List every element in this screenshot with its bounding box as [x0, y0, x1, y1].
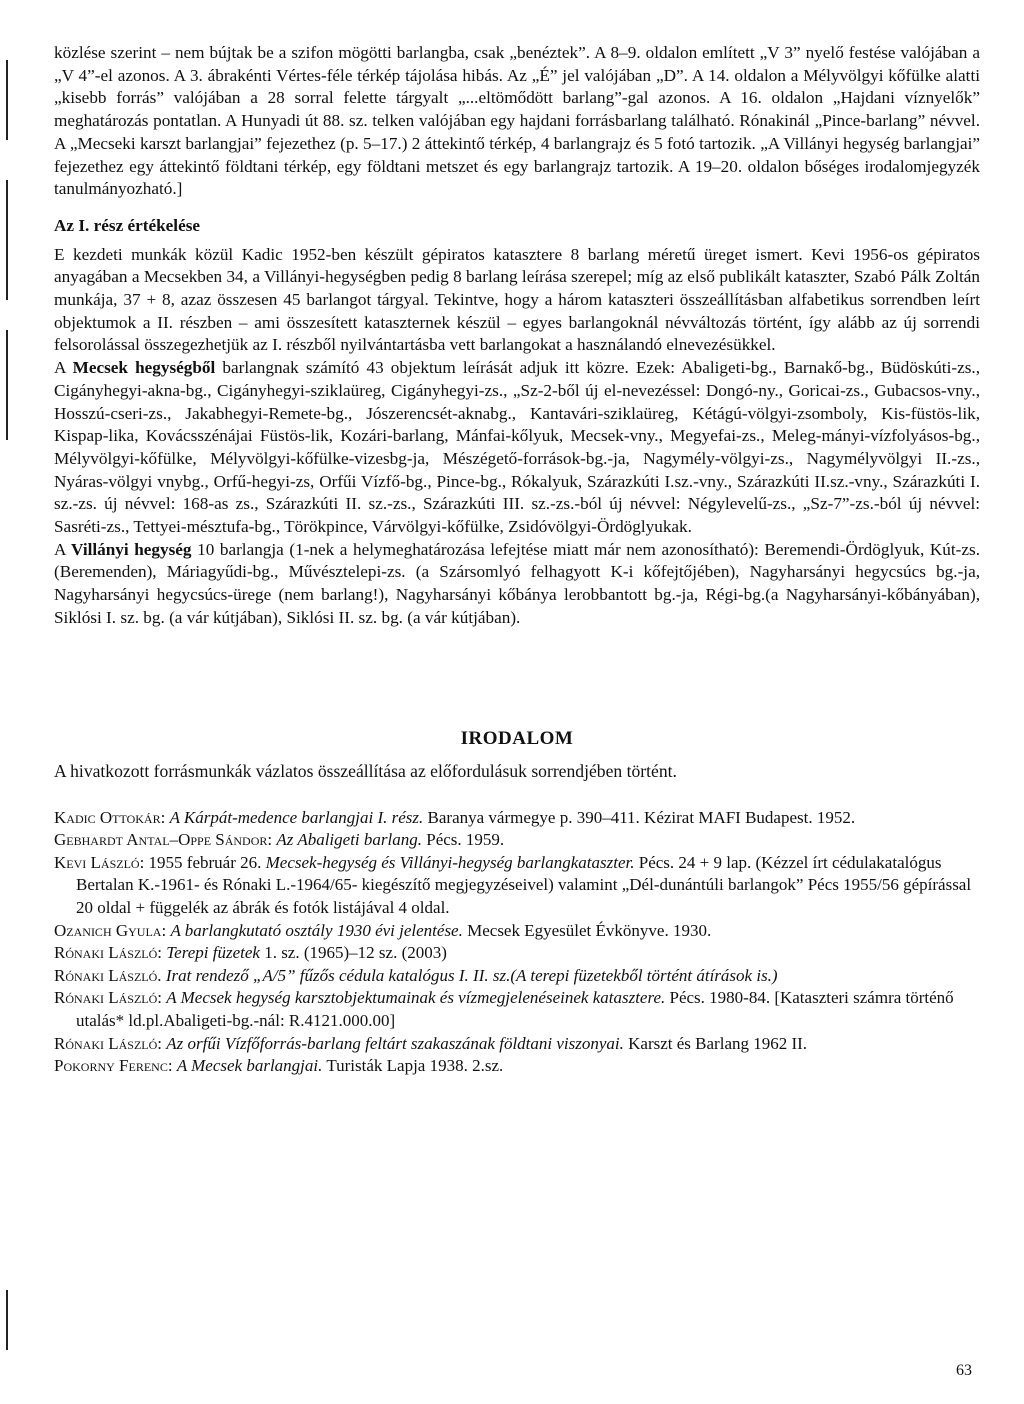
- reference-item: [54, 987, 980, 1032]
- reference-title: Az orfűi Vízfőforrás-barlang feltárt szakaszának földtani viszonyai.: [166, 1033, 624, 1053]
- reference-item: [54, 942, 980, 965]
- reference-item: [54, 1033, 980, 1056]
- mecsek-text: barlangnak számító 43 objektum leírását adjuk itt közre. Ezek: Abaligeti-bg., Barnakő-bg., Büdöskúti-zs., Cigányhegyi-akna-bg., Cigányhegyi-sziklaüreg, Cigányhegyi-zs., „Sz-2-ből új el-nevezéssel: Dongó-ny., Goricai-zs., Gubacsos-vny., Hosszú-cseri-zs., Jakabhegyi-Remete-bg., Jószerencsét-aknabg., Kantavári-sziklaüreg, Kétágú-völgyi-zsomboly, Kis-füstös-lik, Kispap-lika, Kovácsszénájai Füstös-lik, Kozári-barlang, Mánfai-kőlyuk, Mecsek-vny., Megyefai-zs., Meleg-mányi-vízfolyásos-bg., Mélyvölgyi-kőfülke, Mélyvölgyi-kőfülke-vizesbg-ja, Mészégető-források-bg.-ja, Nagymély-völgyi-zs., Nagymélyvölgyi II.-zs., Nyáras-völgyi vnybg., Orfű-hegyi-zs, Orfűi Vízfő-bg., Pince-bg., Rókalyuk, Szárazkúti I.sz.-vny., Szárazkúti II.sz.-vny., Szárazkúti I. sz.-zs. új névvel: 168-as zs., Szárazkúti II. sz.-zs., Szárazkúti III. sz.-zs.-ból új névvel: Négylevelű-zs., „Sz-7”-zs.-ból új névvel: Sasréti-zs., Tettyei-mésztufa-bg., Törökpince, Várvölgyi-kőfülke, Zsidóvölgyi-Ördöglyukak.: [54, 358, 980, 537]
- villany-text: 10 barlangja (1-nek a helymeghatározása lefejtése miatt már nem azonosítható): Beremendi-Ördöglyuk, Kút-zs. (Beremenden), Máriagyűdi-bg., Művésztelepi-zs. (a Szársomlyó felhagyott K-i kőfejtőjében), Nagyharsányi hegycsúcs bg.-ja, Nagyharsányi hegycsúcs-ürege (nem barlang!), Nagyharsányi kőbánya lerobbantott bg.-ja, Régi-bg.(a Nagyharsányi-kőbányában), Siklósi I. sz. bg. (a vár kútjában), Siklósi II. sz. bg. (a vár kútjában).: [54, 539, 980, 627]
- margin-line-2: [6, 180, 8, 300]
- reference-list: [54, 807, 980, 1078]
- reference-detail: 1. sz. (1965)–12 sz. (2003): [259, 943, 447, 963]
- reference-title: A Kárpát-medence barlangjai I. rész.: [169, 807, 424, 827]
- reference-author: Gebhardt Antal–Oppe Sándor:: [54, 830, 277, 850]
- reference-detail: Karszt és Barlang 1962 II.: [623, 1033, 808, 1053]
- reference-author: Rónaki László:: [54, 943, 167, 963]
- reference-title: A Mecsek barlangjai.: [176, 1056, 323, 1076]
- margin-line-4: [6, 1290, 8, 1350]
- irodalom-title: IRODALOM: [460, 727, 574, 749]
- villany-bold: Villányi hegység: [71, 539, 192, 559]
- reference-item: [54, 965, 980, 988]
- reference-detail: Baranya vármegye p. 390–411. Kézirat MAFI Budapest. 1952.: [423, 807, 856, 827]
- section-heading: Az I. rész értékelése: [54, 215, 201, 235]
- reference-author: Kadic Ottokár:: [54, 807, 170, 827]
- reference-title: Irat rendező „A/5” fűzős cédula katalógus I. II. sz.(A terepi füzetekből történt átírások is.): [165, 965, 778, 985]
- reference-title: A Mecsek hegység karsztobjektumainak és vízmegjelenéseinek katasztere.: [166, 988, 666, 1008]
- reference-author: Ozanich Gyula:: [54, 920, 171, 940]
- reference-detail: Mecsek Egyesület Évkönyve. 1930.: [462, 920, 712, 940]
- reference-title: A barlangkutató osztály 1930 évi jelentése.: [170, 920, 463, 940]
- margin-line-1: [6, 60, 8, 140]
- reference-detail: Pécs. 1959.: [421, 830, 505, 850]
- evaluation-paragraph: E kezdeti munkák közül Kadic 1952-ben készült gépiratos katasztere 8 barlang méretű üreget ismert. Kevi 1956-os gépiratos anyagában a Mecsekben 34, a Villányi-hegységben pedig 8 barlang leírása szerepel; míg az első publikált kataszter, Szabó Pálk Zoltán munkája, 37 + 8, azaz összesen 45 barlangot tárgyal. Tekintve, hogy a három kataszteri összeállításban alfabetikus sorrendben leírt objektumok a II. részben – ami összesített kataszternek készül – egyes barlangoknál névváltozás történt, így alább az új sorrendi felsorolással összegezhetjük az I. részből nyilvántartásba vett barlangokat a használandó elnevezésükkel.: [54, 244, 980, 355]
- villany-paragraph: [54, 539, 980, 630]
- reference-title: Terepi füzetek: [166, 943, 260, 963]
- reference-detail: Turisták Lapja 1938. 2.sz.: [322, 1056, 504, 1076]
- reference-detail: Pécs. 1980-84. [Kataszteri számra történő utalás* ld.pl.Abaligeti-bg.-nál: R.4121.000.00]: [76, 988, 954, 1030]
- mecsek-paragraph: [54, 357, 980, 539]
- reference-item: [54, 920, 980, 943]
- reference-author: Rónaki László:: [54, 1033, 167, 1053]
- reference-item: [54, 829, 980, 852]
- mecsek-bold: Mecsek hegységből: [72, 358, 216, 378]
- mecsek-prefix: A: [54, 358, 73, 378]
- top-paragraph: közlése szerint – nem bújtak be a szifon mögötti barlangba, csak „benéztek”. A 8–9. oldalon említett „V 3” nyelő festése valójában a „V 4”-el azonos. A 3. ábrakénti Vértes-féle térkép tájolása hibás. Az „É” jel valójában „D”. A 14. oldalon a Mélyvölgyi kőfülke alatti „kisebb forrás” valójában a 28 sorral felette tárgyalt „...eltömődött barlang”-gal azonos. A 16. oldalon „Hajdani víznyelők” meghatározás pontatlan. A Hunyadi út 88. sz. telken valójában egy hajdani forrásbarlang található. Rónakinál „Pince-barlang” névvel. A „Mecseki karszt barlangjai” fejezethez (p. 5–17.) 2 áttekintő térkép, 4 barlangrajz és 5 fotó tartozik. „A Villányi hegység barlangjai” fejezethez egy áttekintő földtani térkép, egy földtani metszet és egy barlangrajz tartozik. A 19–20. oldalon bőséges irodalomjegyzék tanulmányozható.]: [54, 43, 980, 199]
- reference-author: Pokorny Ferenc:: [54, 1056, 177, 1076]
- reference-author: Rónaki László:: [54, 988, 167, 1008]
- reference-detail: 1955 február 26.: [148, 852, 266, 872]
- irodalom-intro: A hivatkozott forrásmunkák vázlatos összeállítása az előfordulásuk sorrendjében történt.: [54, 760, 677, 781]
- document-page: [54, 42, 980, 1078]
- reference-item: [54, 852, 980, 920]
- page-number: 63: [956, 1362, 972, 1379]
- reference-item: [54, 1055, 980, 1078]
- reference-detail: Pécs. 24 + 9 lap. (Kézzel írt cédulakatalógus Bertalan K.-1961- és Rónaki L.-1964/65- kiegészítő megjegyzéseivel) valamint „Dél-dunántúli barlangok” Pécs 1955/56 gépírással 20 oldal + függelék az ábrák és fotók listájával 4 oldal.: [76, 852, 972, 917]
- villany-prefix: A: [54, 539, 72, 559]
- reference-title: Mecsek-hegység és Villányi-hegység barlangkataszter.: [265, 852, 635, 872]
- reference-author: Rónaki László.: [54, 965, 166, 985]
- margin-line-3: [6, 330, 8, 440]
- reference-author: Kevi László:: [54, 852, 149, 872]
- reference-title: Az Abaligeti barlang.: [276, 830, 422, 850]
- reference-item: [54, 807, 980, 830]
